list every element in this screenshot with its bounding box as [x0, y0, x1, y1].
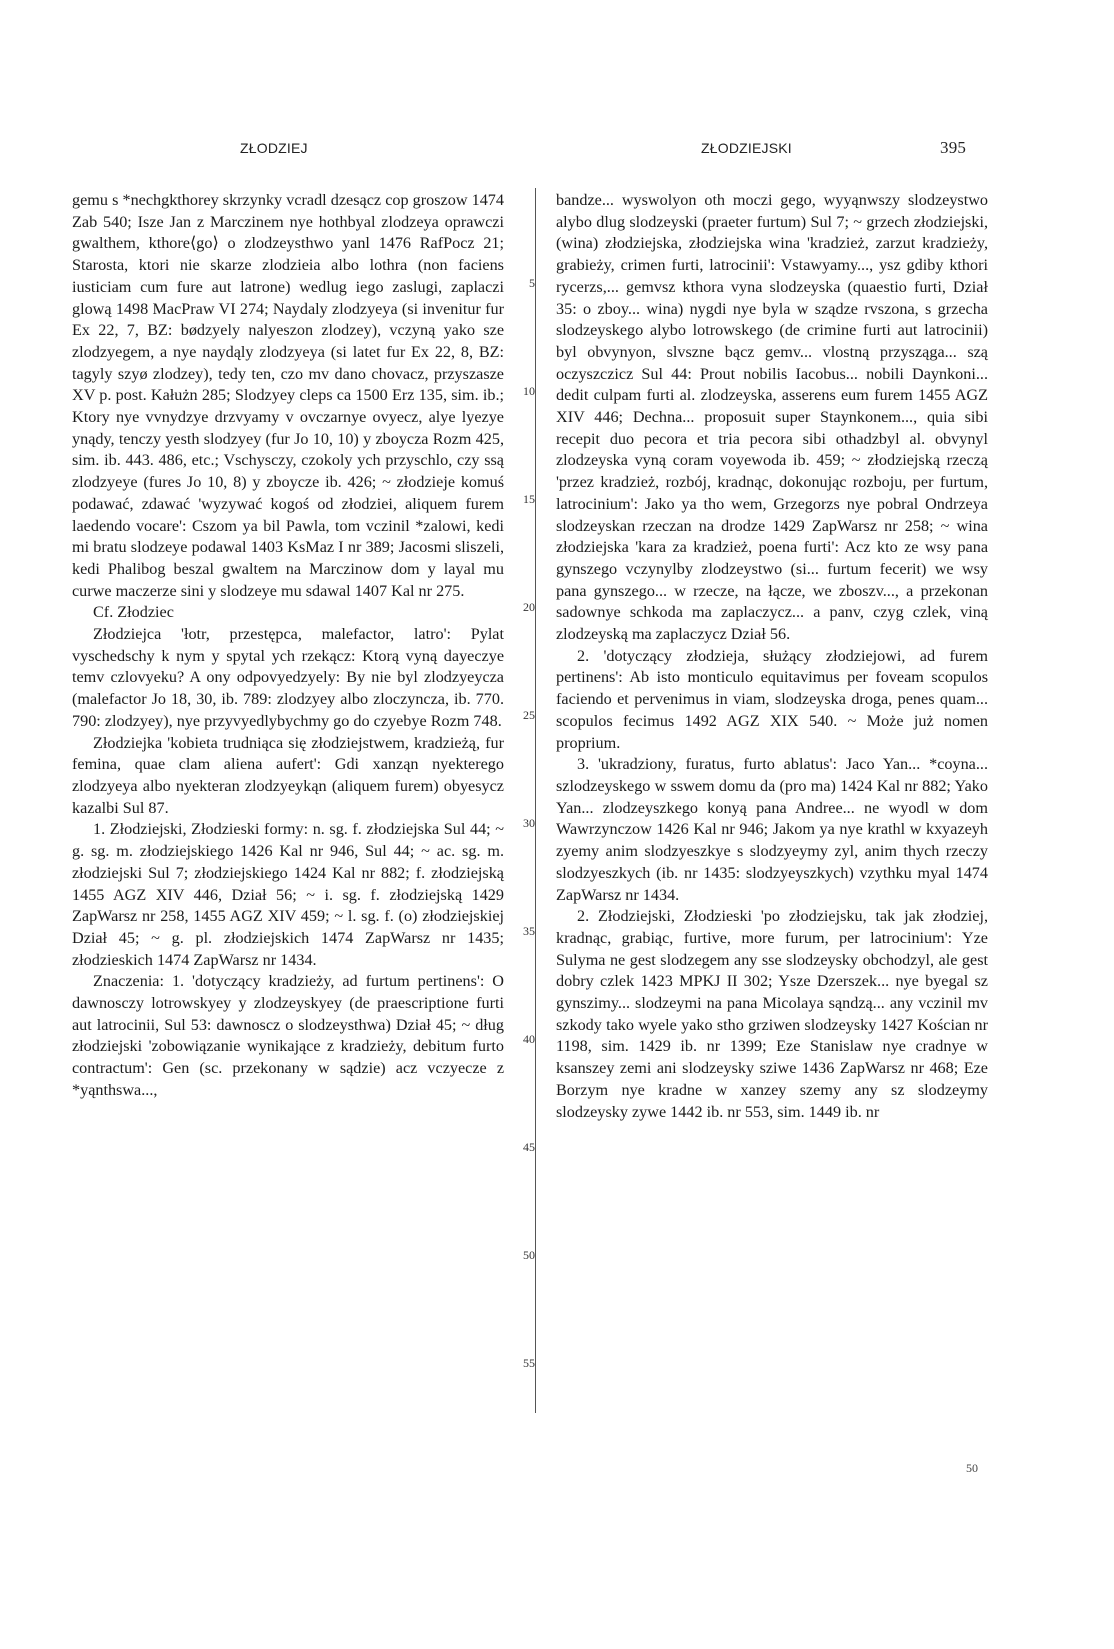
line-number: 10: [523, 384, 535, 398]
line-number: 40: [523, 1032, 535, 1046]
entry-zlodziejski-meanings: Znaczenia: 1. 'dotyczący kradzieży, ad furtum pertinens': O dawnosczy lotrowskyey y zlodzeyskyey (de praescriptione furti aut latrocinii, Sul 53: dawnoscz o slodzeysthwa) Dział 45; ~ dług złodziejski 'zobowiązanie wynikające z kradzieży, debitum furto contractum': Gen (sc. przekonany w sądzie) acz vczyecze z *yąnthswa...,: [72, 972, 504, 1099]
line-number: 15: [523, 492, 535, 506]
printer-signature: 50: [966, 1461, 978, 1475]
line-number: 30: [523, 816, 535, 830]
entry-zlodziejski-forms: 1. Złodziejski, Złodzieski formy: n. sg. f. złodziejska Sul 44; ~ g. sg. m. złodziejskiego 1426 Kal nr 946, Sul 44; ~ ac. sg. m. złodziejski Sul 7; złodziejskiego 1424 Kal nr 882; f. złodziejską 1455 AGZ XIV 446, Dział 56; ~ i. sg. f. złodziejską 1429 ZapWarsz nr 258, 1455 AGZ XIV 459; ~ l. sg. f. (o) złodziejskiej Dział 45; ~ g. pl. złodziejskich 1474 ZapWarsz nr 1435; złodzieskich 1474 ZapWarsz nr 1434.: [72, 820, 504, 969]
line-number: 35: [523, 924, 535, 938]
entry-zlodziejca: Złodziejca 'łotr, przestępca, malefactor, latro': Pylat vyschedschy k nym y spytal ych rzekącz: Ktorą vyną dayeczye temv czlovyeku? A ony odpovyedzyely: By nie byl zlodzyeycza (malefactor Jo 18, 30, ib. 789: zlodzyey albo zloczyncza, ib. 770. 790: zlodzyey), nye przyvyedlybychmy go do czyebye Rozm 748.: [72, 625, 504, 730]
line-number: 45: [523, 1140, 535, 1154]
line-number: 5: [529, 276, 535, 290]
entry-zlodziejski-adverb: 2. Złodziejski, Złodzieski 'po złodziejsku, tak jak złodziej, kradnąc, grabiąc, furtive, more furum, per latrocinium': Yze Sulyma ne gest slodzegem any sse slodzeysky obchodzyl, ale gest dobry czlek 1423 MPKJ II 302; Ysze Dzerszek... nye byegal sz gynszimy... slodzeymi na pana Micolaya sąndzą... any vczinil mv szkody tako wyele yako stho grziwen slodzeysky 1427 Kościan nr 1198, sim. 1429 ib. nr 1399; Eze Stanislaw nye cradnye w ksanszey zemi ani slodzeysky sziwe 1436 ZapWarsz nr 468; Eze Borzym nye kradne w xanzey szemy any sz slodzeymy slodzeysky zywe 1442 ib. nr 553, sim. 1449 ib. nr: [556, 907, 988, 1121]
left-column: [72, 190, 504, 1102]
line-number: 50: [523, 1248, 535, 1262]
line-number: 55: [523, 1356, 535, 1370]
cross-reference: Cf. Złodziec: [93, 603, 174, 622]
running-head-right: ZŁODZIEJSKI: [701, 140, 792, 156]
right-column: [556, 190, 988, 1123]
meaning-3: 3. 'ukradziony, furatus, furto ablatus': Jaco Yan... *coyna... szlodzeyskego w sswem domu da (pro ma) 1424 Kal nr 882; Yako Yan... zlodzeyszkego konyą pana Andree... ne wyodl w dom Wawrzynczow 1426 Kal nr 946; Jakom ya nye krathl w kxyazeyh zyemy anim slodzyeszkye s slodzyeymy zyl, anim thych rzeczy slodzyeszkych (ib. nr 1435: slodzyeyszkych) vzythku myal 1474 ZapWarsz nr 1434.: [556, 755, 988, 904]
column-divider: [535, 188, 536, 1413]
line-number: 20: [523, 600, 535, 614]
meaning-2: 2. 'dotyczący złodzieja, służący złodziejowi, ad furem pertinens': Ab isto monticulo equitavimus per foveam scopulos faciendo et pervenimus in viam, slodzeyska droga, penes quam... scopulos fecimus 1492 AGZ XIX 540. ~ Może już nomen proprium.: [556, 646, 988, 752]
running-head-left: ZŁODZIEJ: [240, 140, 308, 156]
entry-paragraph: bandze... wyswolyon oth moczi gego, wyyąnwszy slodzeystwo alybo dlug slodzeyski (praeter furtum) Sul 7; ~ grzech złodziejski, (wina) złodziejska, złodziejska wina 'kradzież, zarzut kradzieży, grabieży, crimen furti, latrocinii': Vstawyamy..., ysz gdiby kthori rycerzs,... gemvsz kthora vyna slodzeyska (quaestio furti, Dział 35: o zboy... wina) nygdi nye byla w sządze rvszona, s grzecha slodzeyskego alybo lotrowskego (de crimine furti aut latrocinii) byl obvynyon, slvszne bącz gemv... vlostną przysząga... szą oczyszczicz Sul 44: Prout nobilis Iacobus... nobili Daynkoni... dedit culpam furti al. zlodzeyska, asserens eum furem 1455 AGZ XIV 446; Dechna... proposuit super Staynkonem..., quia sibi recepit duo pecora et tria pecora sibi othadzbyl al. obvynyl zlodzeyska vyną coram voyewoda ib. 459; ~ złodziejską rzeczą 'przez kradzież, rozbój, kradnąc, dokonując rozboju, per furtum, latrocinium': Jako ya tho wem, Grzegorzs nye pobral Ondrzeya slodzeyskan rzeczan na drodze 1429 ZapWarsz nr 258; ~ wina złodziejska 'kara za kradzież, poena furti': Acz kto ze wsy pana gynszego vczynylby zlodzeystwo (si... furtum fecerit) we wsy pana gynszego... w rzecze, na łącze, we zboszv..., a przekonan sadownye schkoda ma zaplaczycz... a panv, czyg czlek, viną zlodzeyską ma zaplaczycz Dział 56.: [556, 191, 988, 644]
entry-paragraph: gemu s *nechgkthorey skrzynky vcradl dzesącz cop groszow 1474 Zab 540; Isze Jan z Marczinem nye hothbyal zlodzeya oprawczi gwalthem, kthore⟨go⟩ o zlodzeysthwo yanl 1476 RafPocz 21; Starosta, ktori nie skarze zlodzieia albo lothra (non faciens iusticiam cum fure aut latrone) wedlug iego zaslugi, zaplaczi glową 1498 MacPraw VI 274; Naydaly zlodzyeya (si invenitur fur Ex 22, 7, BZ: bødzyely nalyeszon zlodzey), vczyną yako sze zlodzyegem, a nye naydąly zlodzyeya (si latet fur Ex 22, 8, BZ: tagyly szyø zlodzey), tedy ten, czo mv dano chovacz, przyszasze XV p. post. Kałużn 285; Slodzyey cleps ca 1500 Erz 135, sim. ib.; Ktory nye vvnydzye drzvyamy v ovczarnye ovyecz, alye lyezye ynądy, tenczy yesth slodzyey (fur Jo 10, 10) y zboycza Rozm 425, sim. ib. 443. 486, etc.; Vschysczy, czokoly ych przyschlo, czy ssą zlodzyeye (fures Jo 10, 8) y zboycze ib. 426; ~ złodzieje komuś podawać, zdawać 'wyzywać kogoś od złodziei, aliquem furem laedendo vocare': Cszom ya bil Pawla, tom vczinil *zalowi, kedi mi bratu slodzeye podawal 1403 KsMaz I nr 389; Jacosmi sliszeli, kedi Phalibog beszal gwaltem na Marczinow dom y layal mu curwe maczerze sini y slodzeye mu sdawal 1407 Kal nr 275.: [72, 191, 504, 600]
line-number: 25: [523, 708, 535, 722]
page-number: 395: [940, 138, 967, 157]
entry-zlodziejka: Złodziejka 'kobieta trudniąca się złodziejstwem, kradzieżą, fur femina, quae clam aliena aufert': Gdi xanząn nyekterego zlodzyeya albo nyekteran zlodzyeykąn (aliquem furem) obyesycz kazalbi Sul 87.: [72, 733, 504, 817]
